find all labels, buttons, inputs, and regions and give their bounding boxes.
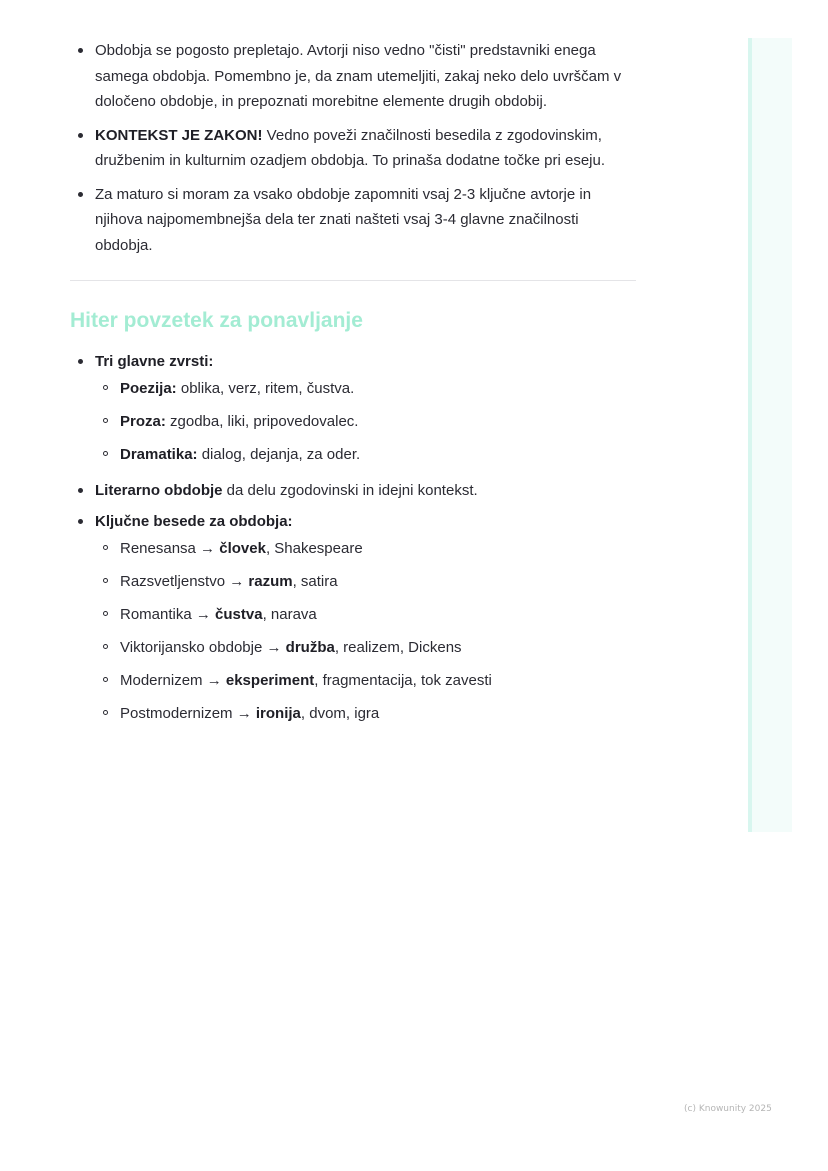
divider: [70, 280, 636, 281]
document-body: [70, 38, 636, 733]
list-item-genres: Tri glavne zvrsti: Poezija: oblika, verz, ritem, čustva. Proza: zgodba, liki, pripovedovalec. Dramatika: dialog, dejanja, za oder.: [70, 349, 636, 466]
list-item: Poezija: oblika, verz, ritem, čustva.: [95, 377, 636, 400]
list-item: Viktorijansko obdobje → družba, realizem, Dickens: [95, 636, 636, 659]
list-item-keywords: Ključne besede za obdobja: Renesansa → človek, Shakespeare Razsvetljenstvo → razum, satira Romantika → čustva, narava Viktorijansko obdobje → družba, realizem, Dickens Modernizem → eksperiment, fragmentacija, tok zavesti Postmodernizem → ironija, dvom, igra: [70, 509, 636, 725]
list-item: Postmodernizem → ironija, dvom, igra: [95, 702, 636, 725]
intro-bullet-list: [70, 38, 636, 258]
list-item: Razsvetljenstvo → razum, satira: [95, 570, 636, 593]
keywords-sublist: [95, 537, 636, 725]
list-item: Renesansa → človek, Shakespeare: [95, 537, 636, 560]
section-heading: Hiter povzetek za ponavljanje: [70, 309, 363, 332]
list-item: Modernizem → eksperiment, fragmentacija, tok zavesti: [95, 669, 636, 692]
list-item: Obdobja se pogosto prepletajo. Avtorji niso vedno "čisti" predstavniki enega samega obdobja. Pomembno je, da znam utemeljiti, zakaj neko delo uvrščam v določeno obdobje, in prepoznati morebitne elemente drugih obdobij.: [70, 38, 636, 115]
list-item: KONTEKST JE ZAKON! Vedno poveži značilnosti besedila z zgodovinskim, družbenim in kulturnim ozadjem obdobja. To prinaša dodatne točke pri eseju.: [70, 123, 636, 174]
sidebar-panel: [748, 38, 792, 832]
list-item-period: Literarno obdobje da delu zgodovinski in idejni kontekst.: [70, 478, 636, 504]
footer-copyright: (c) Knowunity 2025: [684, 1104, 772, 1114]
list-item: Romantika → čustva, narava: [95, 603, 636, 626]
list-item: Za maturo si moram za vsako obdobje zapomniti vsaj 2-3 ključne avtorje in njihova najpomembnejša dela ter znati našteti vsaj 3-4 glavne značilnosti obdobja.: [70, 182, 636, 259]
list-item: Dramatika: dialog, dejanja, za oder.: [95, 443, 636, 466]
genres-sublist: [95, 377, 636, 466]
list-item: Proza: zgodba, liki, pripovedovalec.: [95, 410, 636, 433]
summary-list: [70, 349, 636, 725]
